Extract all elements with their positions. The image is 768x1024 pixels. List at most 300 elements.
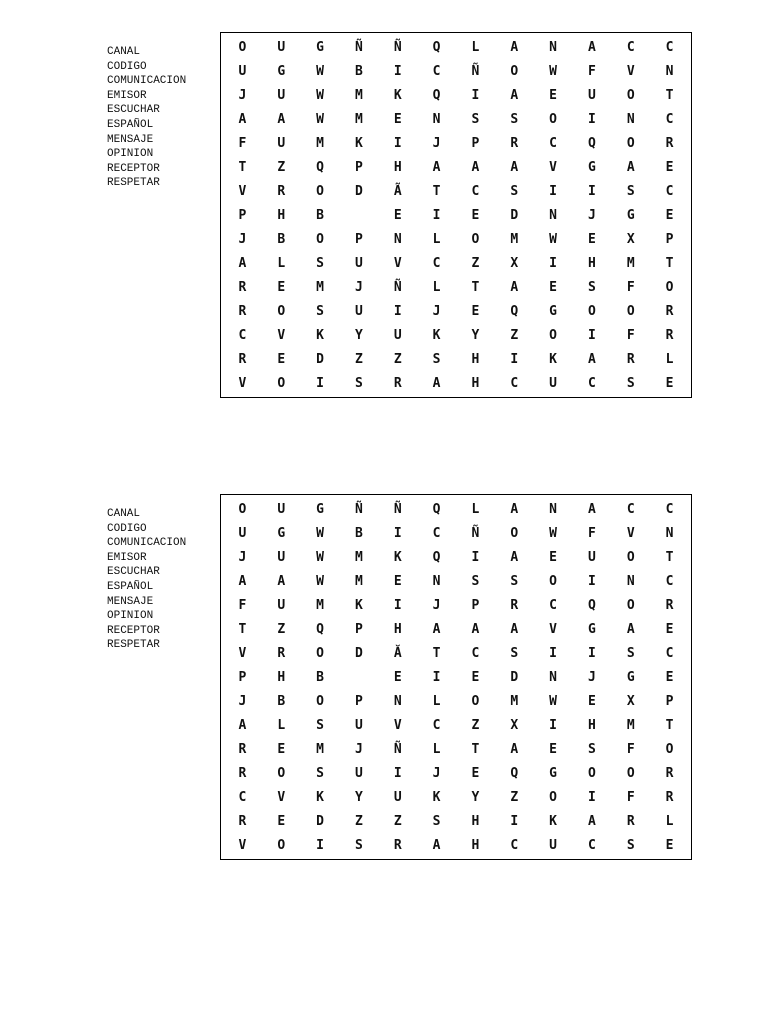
grid-cell: U (354, 717, 363, 733)
grid-cell: S (471, 111, 480, 127)
grid-cell: O (471, 231, 480, 247)
grid-cell: C (587, 837, 596, 853)
grid-cell: E (393, 573, 402, 589)
grid-cell: S (626, 837, 635, 853)
grid-cell: J (432, 135, 441, 151)
grid-cell: V (238, 375, 247, 391)
grid-cell: O (549, 573, 557, 589)
grid-cell: E (549, 549, 557, 565)
grid-cell: M (626, 717, 635, 733)
word-list-item: RESPETAR (107, 177, 160, 190)
grid-cell: O (626, 765, 635, 781)
grid-cell: I (393, 63, 402, 79)
grid-cell: O (471, 693, 480, 709)
grid-cell: H (471, 813, 480, 829)
grid-cell: J (354, 741, 363, 757)
grid-cell: F (626, 327, 635, 343)
word-list-item: OPINION (107, 148, 154, 161)
grid-cell: C (587, 375, 596, 391)
grid-cell: U (549, 837, 557, 853)
grid-cell: S (510, 645, 519, 661)
grid-cell: U (354, 255, 363, 271)
grid-cell: T (471, 279, 480, 295)
grid-cell: E (587, 231, 596, 247)
grid-cell: S (432, 351, 441, 367)
grid-cell: S (510, 183, 519, 199)
grid-cell: Ã (393, 183, 402, 199)
grid-cell: A (277, 111, 286, 127)
grid-cell: G (316, 501, 324, 517)
grid-cell: H (471, 351, 480, 367)
grid-cell: F (626, 789, 635, 805)
grid-cell: G (549, 765, 557, 781)
grid-cell: T (238, 621, 247, 637)
grid-cell: H (587, 717, 596, 733)
grid-cell: M (316, 597, 324, 613)
grid-cell: G (316, 39, 324, 55)
grid-cell: S (626, 375, 635, 391)
grid-cell: A (510, 501, 519, 517)
grid-cell: V (277, 789, 286, 805)
grid-cell: I (393, 135, 402, 151)
grid-cell: E (277, 279, 286, 295)
grid-cell: C (432, 255, 441, 271)
grid-cell: Ă (393, 645, 402, 661)
grid-cell: C (432, 525, 441, 541)
grid-cell: E (471, 765, 480, 781)
word-list-item: CODIGO (107, 60, 147, 73)
grid-cell: C (549, 597, 557, 613)
grid-cell: G (587, 159, 596, 175)
grid-cell: N (393, 231, 402, 247)
grid-cell: W (316, 549, 324, 565)
grid-cell: Ñ (354, 501, 363, 517)
grid-cell: F (587, 525, 596, 541)
grid-cell: R (277, 645, 286, 661)
grid-cell: G (587, 621, 596, 637)
grid-cell: D (354, 183, 363, 199)
grid-cell: A (238, 717, 247, 733)
grid-cell: S (471, 573, 480, 589)
grid-cell: N (665, 63, 674, 79)
grid-cell: E (549, 279, 557, 295)
grid-cell: A (587, 813, 596, 829)
letter-grid (220, 494, 692, 860)
grid-cell: V (238, 645, 247, 661)
grid-cell: E (587, 693, 596, 709)
grid-cell: R (238, 279, 247, 295)
grid-cell: O (316, 231, 324, 247)
grid-cell: E (393, 207, 402, 223)
grid-cell: U (354, 765, 363, 781)
grid-cell: A (471, 621, 480, 637)
word-list-item: COMUNICACION (107, 537, 187, 550)
grid-cell: I (587, 111, 596, 127)
grid-cell: H (393, 621, 402, 637)
grid-cell: I (316, 837, 324, 853)
grid-cell: Q (587, 135, 596, 151)
grid-cell: W (316, 573, 324, 589)
grid-cell: U (238, 525, 247, 541)
word-list-item: COMUNICACION (107, 75, 187, 88)
grid-cell: Z (354, 813, 363, 829)
word-list-item: CANAL (107, 46, 141, 58)
grid-cell: T (665, 549, 674, 565)
grid-cell: D (316, 351, 324, 367)
grid-cell: W (316, 87, 324, 103)
grid-cell: A (510, 621, 519, 637)
grid-cell: U (587, 87, 596, 103)
grid-cell: A (238, 255, 247, 271)
grid-cell: L (432, 693, 441, 709)
grid-cell: U (549, 375, 557, 391)
grid-cell: K (549, 813, 557, 829)
grid-cell: K (316, 789, 324, 805)
grid-cell: S (354, 375, 363, 391)
grid-cell: A (510, 741, 519, 757)
grid-cell: E (393, 111, 402, 127)
grid-cell: F (626, 741, 635, 757)
grid-cell: K (432, 327, 441, 343)
grid-cell: V (238, 837, 247, 853)
grid-cell: C (238, 789, 247, 805)
grid-cell: Ñ (471, 63, 480, 79)
grid-cell: X (626, 231, 635, 247)
grid-cell: E (471, 669, 480, 685)
grid-cell: C (510, 375, 519, 391)
grid-cell: Z (471, 717, 480, 733)
grid-cell: M (316, 279, 324, 295)
grid-cell: R (665, 789, 674, 805)
grid-cell: E (665, 375, 674, 391)
grid-cell: O (316, 645, 324, 661)
grid-cell: Q (432, 501, 441, 517)
word-list-item: ESPAÑOL (107, 118, 154, 131)
grid-cell (339, 665, 378, 689)
grid-cell: X (510, 255, 519, 271)
grid-cell: I (549, 717, 557, 733)
grid-cell: U (587, 549, 596, 565)
grid-cell: I (393, 525, 402, 541)
grid-cell: O (626, 597, 635, 613)
grid-cell: A (587, 501, 596, 517)
grid-cell: I (432, 669, 441, 685)
grid-cell: H (277, 207, 286, 223)
grid-cell: A (432, 159, 441, 175)
grid-cell: U (277, 135, 286, 151)
grid-cell: C (665, 501, 674, 517)
grid-cell: Z (354, 351, 363, 367)
grid-cell: O (587, 303, 596, 319)
grid-cell: M (510, 231, 519, 247)
grid-cell: J (432, 597, 441, 613)
grid-cell: V (549, 159, 557, 175)
grid-cell: M (316, 741, 324, 757)
grid-cell: Ñ (393, 279, 402, 295)
grid-cell: U (277, 597, 286, 613)
grid-cell: P (238, 669, 247, 685)
grid-cell: R (393, 837, 402, 853)
grid-cell: O (277, 765, 286, 781)
grid-cell: U (354, 303, 363, 319)
grid-cell: K (549, 351, 557, 367)
grid-cell: O (549, 111, 557, 127)
grid-cell: M (354, 573, 363, 589)
grid-cell: T (665, 87, 674, 103)
grid-cell: W (549, 63, 557, 79)
word-list-item: ESCUCHAR (107, 104, 160, 117)
grid-cell: T (432, 645, 441, 661)
grid-cell: J (354, 279, 363, 295)
grid-cell: M (354, 111, 363, 127)
grid-cell: G (549, 303, 557, 319)
grid-cell: O (510, 525, 519, 541)
grid-cell: A (510, 279, 519, 295)
grid-cell: N (549, 207, 557, 223)
grid-cell: J (238, 231, 247, 247)
grid-cell: A (587, 39, 596, 55)
grid-cell: A (510, 159, 519, 175)
grid-cell: A (277, 573, 286, 589)
grid-cell: C (471, 183, 480, 199)
grid-cell: A (510, 87, 519, 103)
grid-cell: T (665, 255, 674, 271)
grid-cell: X (510, 717, 519, 733)
grid-cell: R (665, 327, 674, 343)
grid-cell: S (432, 813, 441, 829)
grid-cell: P (354, 693, 363, 709)
grid-cell: W (549, 525, 557, 541)
grid-cell: R (665, 765, 674, 781)
word-list-item: ESCUCHAR (107, 566, 160, 579)
grid-cell: S (510, 573, 519, 589)
grid-cell: H (471, 375, 480, 391)
grid-cell: S (587, 741, 596, 757)
grid-cell: Ñ (471, 525, 480, 541)
grid-cell: T (665, 717, 674, 733)
grid-cell: R (665, 303, 674, 319)
word-list-item: EMISOR (107, 89, 147, 102)
grid-cell: G (626, 207, 635, 223)
grid-cell: P (471, 135, 480, 151)
grid-cell (339, 203, 378, 227)
grid-cell: A (238, 111, 247, 127)
grid-cell: C (665, 183, 674, 199)
grid-cell: N (626, 111, 635, 127)
grid-cell: J (587, 669, 596, 685)
grid-cell: M (626, 255, 635, 271)
grid-cell: Ñ (393, 501, 402, 517)
grid-cell: E (665, 669, 674, 685)
grid-cell: W (549, 693, 557, 709)
grid-cell: L (471, 501, 480, 517)
grid-cell: Q (432, 39, 441, 55)
grid-cell: C (665, 39, 674, 55)
grid-cell: O (665, 741, 674, 757)
grid-cell: C (665, 645, 674, 661)
grid-cell: Q (432, 87, 441, 103)
grid-cell: U (238, 63, 247, 79)
grid-cell: A (238, 573, 247, 589)
grid-cell: O (316, 693, 324, 709)
grid-cell: N (626, 573, 635, 589)
grid-cell: Q (316, 621, 324, 637)
grid-cell: F (626, 279, 635, 295)
grid-cell: I (587, 327, 596, 343)
grid-cell: J (238, 549, 247, 565)
grid-cell: C (626, 501, 635, 517)
grid-cell: V (626, 525, 635, 541)
grid-cell: U (277, 39, 286, 55)
grid-cell: J (587, 207, 596, 223)
grid-cell: I (510, 813, 519, 829)
grid-cell: Ñ (354, 39, 363, 55)
grid-cell: G (277, 525, 286, 541)
grid-cell: C (238, 327, 247, 343)
grid-cell: J (432, 765, 441, 781)
grid-cell: C (626, 39, 635, 55)
grid-cell: O (238, 39, 247, 55)
grid-cell: O (549, 789, 557, 805)
word-search-puzzle-2 (0, 494, 768, 866)
word-list-item: OPINION (107, 610, 154, 623)
grid-cell: R (626, 351, 635, 367)
grid-cell: S (316, 303, 324, 319)
grid-cell: D (510, 207, 519, 223)
grid-cell: S (626, 645, 635, 661)
grid-cell: E (277, 741, 286, 757)
grid-cell: Ñ (393, 39, 402, 55)
grid-cell: M (316, 135, 324, 151)
grid-cell: P (665, 231, 674, 247)
grid-cell: E (665, 837, 674, 853)
grid-cell: T (238, 159, 247, 175)
grid-cell: S (587, 279, 596, 295)
grid-cell: A (510, 39, 519, 55)
grid-cell: L (665, 813, 674, 829)
grid-cell: R (238, 741, 247, 757)
grid-cell: I (549, 255, 557, 271)
grid-cell: N (393, 693, 402, 709)
grid-cell: L (432, 231, 441, 247)
grid-cell: D (510, 669, 519, 685)
grid-cell: Z (510, 327, 519, 343)
grid-cell: R (277, 183, 286, 199)
grid-cell: I (393, 597, 402, 613)
grid-cell: I (393, 765, 402, 781)
grid-cell: C (665, 573, 674, 589)
grid-cell: S (510, 111, 519, 127)
grid-cell: N (549, 501, 557, 517)
grid-cell: O (277, 837, 286, 853)
grid-cell: R (510, 597, 519, 613)
grid-cell: J (238, 87, 247, 103)
word-list-item: EMISOR (107, 551, 147, 564)
word-list (107, 507, 186, 653)
grid-cell: O (626, 135, 635, 151)
grid-cell: I (587, 789, 596, 805)
grid-cell: T (432, 183, 441, 199)
grid-cell: K (393, 87, 402, 103)
grid-cell: E (549, 741, 557, 757)
grid-cell: C (510, 837, 519, 853)
grid-cell: B (277, 693, 286, 709)
grid-cell: P (354, 231, 363, 247)
word-list-item: RECEPTOR (107, 162, 160, 175)
word-list-item: MENSAJE (107, 595, 154, 608)
grid-cell: I (316, 375, 324, 391)
grid-cell: V (393, 717, 402, 733)
grid-cell: A (510, 549, 519, 565)
grid-cell: X (626, 693, 635, 709)
grid-cell: B (316, 207, 324, 223)
grid-cell: I (587, 183, 596, 199)
word-search-puzzle-1 (0, 32, 768, 404)
grid-cell: Q (316, 159, 324, 175)
grid-cell: R (665, 135, 674, 151)
grid-cell: P (354, 159, 363, 175)
grid-cell: W (549, 231, 557, 247)
word-list-item: MENSAJE (107, 133, 154, 146)
grid-cell: Z (510, 789, 519, 805)
word-list-item: CODIGO (107, 522, 147, 535)
grid-cell: Q (510, 765, 519, 781)
grid-cell: Z (393, 351, 402, 367)
grid-cell: Y (354, 789, 363, 805)
grid-cell: I (549, 645, 557, 661)
grid-cell: Z (277, 621, 286, 637)
grid-cell: O (316, 183, 324, 199)
grid-cell: Y (354, 327, 363, 343)
grid-cell: E (471, 207, 480, 223)
grid-cell: C (471, 645, 480, 661)
grid-cell: N (549, 39, 557, 55)
grid-cell: O (277, 303, 286, 319)
grid-cell: C (665, 111, 674, 127)
grid-cell: K (316, 327, 324, 343)
grid-cell: R (626, 813, 635, 829)
grid-cell: R (238, 765, 247, 781)
grid-cell: J (238, 693, 247, 709)
grid-cell: H (277, 669, 286, 685)
grid-cell: H (471, 837, 480, 853)
grid-cell: V (626, 63, 635, 79)
grid-cell: E (665, 207, 674, 223)
grid-cell: R (510, 135, 519, 151)
grid-cell: R (665, 597, 674, 613)
grid-cell: N (549, 669, 557, 685)
grid-cell: A (432, 375, 441, 391)
grid-cell: E (277, 813, 286, 829)
grid-cell: O (277, 375, 286, 391)
grid-cell: L (471, 39, 480, 55)
grid-cell: H (393, 159, 402, 175)
grid-cell: I (587, 645, 596, 661)
grid-cell: B (354, 525, 363, 541)
grid-cell: A (626, 159, 635, 175)
grid-cell: Y (471, 789, 480, 805)
grid-cell: D (316, 813, 324, 829)
grid-cell: P (471, 597, 480, 613)
grid-cell: U (277, 501, 286, 517)
grid-cell: O (549, 327, 557, 343)
grid-cell: A (471, 159, 480, 175)
grid-cell: L (277, 255, 286, 271)
grid-cell: I (510, 351, 519, 367)
grid-cell: Q (510, 303, 519, 319)
grid-cell: O (238, 501, 247, 517)
grid-cell: Y (471, 327, 480, 343)
